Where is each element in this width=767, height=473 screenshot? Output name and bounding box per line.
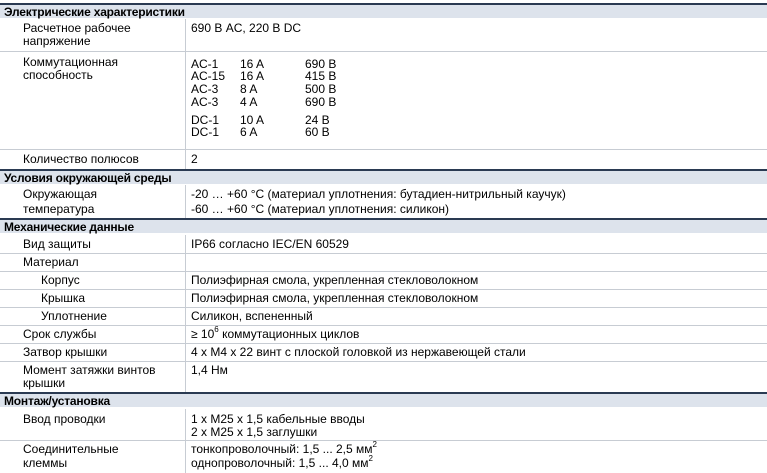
switching-cat-4: AC-3 [191,95,219,109]
poles-label: Количество полюсов [23,152,139,166]
terminals-value-1-exp: 2 [372,440,377,449]
column-divider [185,185,186,218]
column-divider [185,235,186,392]
switching-voltage-5: 24 В [305,113,330,127]
row-divider [0,51,767,52]
cover-screws-label: Затвор крышки [23,345,108,359]
section-header-environment: Условия окружающей среды [0,169,767,184]
terminals-value-2-exp: 2 [368,454,373,463]
service-life-prefix: ≥ 10 [191,327,215,341]
switching-current-3: 8 A [240,82,258,96]
rated-voltage-label-1: Расчетное рабочее [23,21,131,35]
switching-current-6: 6 A [240,125,258,139]
switching-label-1: Коммутационная [23,55,119,69]
service-life-suffix: коммутационных циклов [218,327,360,341]
seal-label: Уплотнение [41,309,107,323]
switching-voltage-3: 500 В [305,82,337,96]
torque-label-2: крышки [23,376,66,390]
section-header-mechanical: Механические данные [0,218,767,233]
switching-label-2: способность [23,68,93,82]
row-divider [0,289,767,290]
service-life-label: Срок службы [23,327,97,341]
cable-entry-value-1: 1 x M25 x 1,5 кабельные вводы [191,412,365,426]
terminals-label-2: клеммы [23,456,68,470]
switching-voltage-2: 415 В [305,69,337,83]
row-divider [0,149,767,150]
switching-cat-2: AC-15 [191,69,226,83]
ambient-label-1: Окружающая [23,187,98,201]
switching-voltage-1: 690 В [305,57,337,71]
section-header-mounting: Монтаж/установка [0,392,767,407]
cable-entry-label: Ввод проводки [23,412,106,426]
row-divider [0,271,767,272]
protection-label: Вид защиты [23,237,91,251]
terminals-value-2 [191,454,373,470]
cable-entry-value-2: 2 x M25 x 1,5 заглушки [191,425,318,439]
poles-value: 2 [191,152,198,166]
switching-current-2: 16 A [240,69,265,83]
row-divider [0,343,767,344]
switching-cat-5: DC-1 [191,113,220,127]
section-header-electrical: Электрические характеристики [0,3,767,18]
torque-value: 1,4 Нм [191,363,228,377]
seal-value: Силикон, вспененный [191,309,313,323]
service-life-exponent: 6 [214,325,219,334]
switching-voltage-6: 60 В [305,125,330,139]
terminals-value-1-text: тонкопроволочный: 1,5 ... 2,5 мм [191,442,373,456]
rated-voltage-label-2: напряжение [23,34,91,48]
material-label: Материал [23,255,79,269]
switching-cat-1: AC-1 [191,57,219,71]
protection-value: IP66 согласно IEC/EN 60529 [191,237,349,251]
switching-cat-3: AC-3 [191,82,219,96]
cover-screws-value: 4 x M4 x 22 винт с плоской головкой из нержавеющей стали [191,345,526,359]
row-divider [0,440,767,441]
row-divider [0,253,767,254]
row-divider [0,307,767,308]
cover-value: Полиэфирная смола, укрепленная стекловолокном [191,291,479,305]
column-divider [185,19,186,169]
switching-voltage-4: 690 В [305,95,337,109]
torque-label-1: Момент затяжки винтов [23,363,156,377]
terminals-label-1: Соединительные [23,442,119,456]
housing-label: Корпус [41,273,80,287]
switching-current-4: 4 A [240,95,258,109]
row-divider [0,361,767,362]
ambient-value-2: -60 … +60 °C (материал уплотнения: силикон) [191,202,450,216]
housing-value: Полиэфирная смола, укрепленная стекловолокном [191,273,479,287]
row-divider [0,325,767,326]
switching-cat-6: DC-1 [191,125,220,139]
terminals-value-2-text: однопроволочный: 1,5 ... 4,0 мм [191,456,369,470]
switching-current-5: 10 A [240,113,265,127]
cover-label: Крышка [41,291,86,305]
switching-current-1: 16 A [240,57,265,71]
rated-voltage-value: 690 В AC, 220 В DC [191,21,302,35]
ambient-label-2: температура [23,202,95,216]
ambient-value-1: -20 … +60 °C (материал уплотнения: бутадиен-нитрильный каучук) [191,187,566,201]
column-divider [185,409,186,473]
service-life-value [191,325,360,341]
terminals-value-1 [191,440,377,456]
